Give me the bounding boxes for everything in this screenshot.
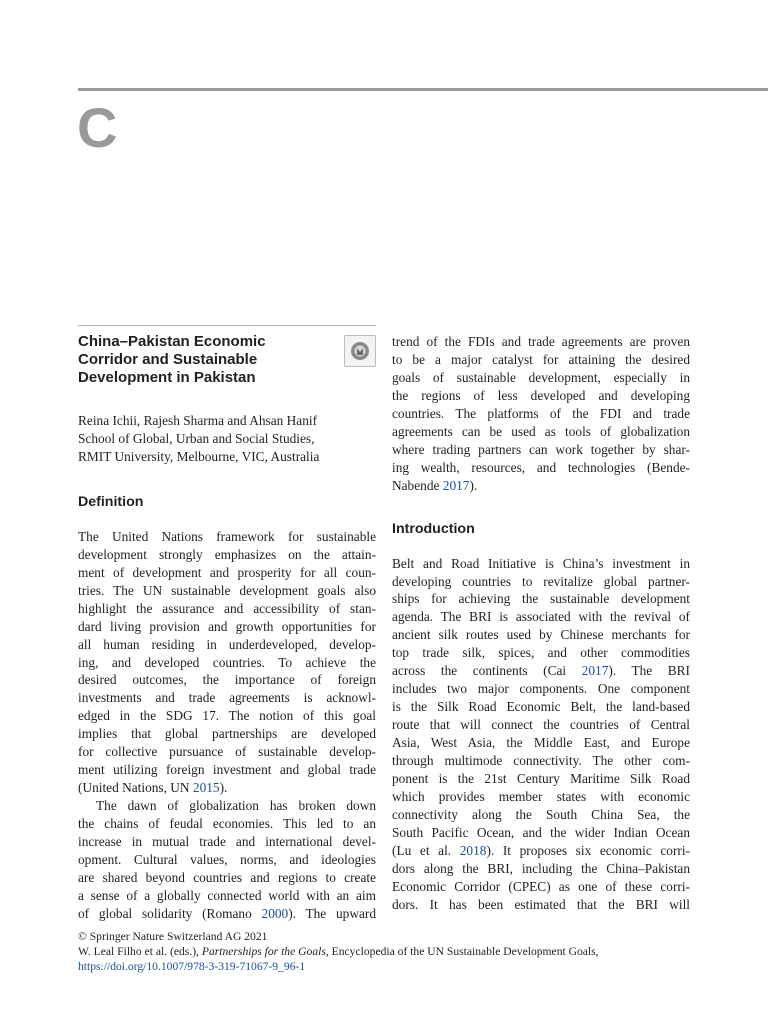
citation-link-lu-2018[interactable]: 2018 [459,842,487,858]
text-line: ponent is the 21st Century Maritime Silk Road [392,771,690,787]
check-for-updates-button[interactable] [344,335,376,367]
text-line: are shared beyond countries and regions to create [78,869,376,885]
text-line: ancient silk routes used by Chinese merchants for [392,627,690,643]
text-line: connectivity along the South China Sea, the [392,806,690,822]
authors: Reina Ichii, Rajesh Sharma and Ahsan Hanif [78,413,318,428]
text-line: The United Nations framework for sustainable [78,528,376,544]
text-fragment: ). The BRI [608,663,690,679]
text-line: opment. Cultural values, norms, and ideologies [78,852,376,868]
text-line: goals of sustainable development, especially in [392,369,690,385]
text-line: agreements can be used as tools of globalization [392,423,690,439]
citation-link-2017[interactable]: 2017 [442,477,470,493]
text-line [392,662,690,680]
text-fragment: of global solidarity (Romano [78,905,262,921]
text-line: the regions of less developed and developing [392,387,690,403]
title-line: Corridor and Sustainable [78,351,258,368]
text-line: includes two major components. One component [392,681,690,697]
text-fragment: ). [469,477,478,493]
text-line: ing, and developed countries. To achieve the [78,654,376,670]
text-line: edged in the SDG 17. The notion of this goal [78,708,376,724]
text-line: tries. The UN sustainable development goals also [78,582,376,598]
text-line: developing countries to revitalize global partner- [392,573,690,589]
article-title [78,333,318,387]
text-fragment: ). [219,780,228,796]
text-fragment: (Lu et al. [392,842,460,858]
text-line: trend of the FDIs and trade agreements are proven [392,334,690,349]
citation-editors: W. Leal Filho et al. (eds.), [78,945,202,958]
affiliation-line: RMIT University, Melbourne, VIC, Australia [78,448,320,464]
text-line: ment utilizing foreign investment and global trade [78,762,376,778]
introduction-heading: Introduction [392,520,475,537]
text-line: dard living provision and growth opportunities for [78,618,376,634]
text-fragment: Nabende [392,477,443,493]
title-rule [78,325,376,326]
right-column [392,333,690,914]
definition-heading: Definition [78,493,144,510]
text-fragment: (United Nations, UN [78,780,193,796]
text-line: South Pacific Ocean, and the wider Indian Ocean [392,824,690,840]
citation-link-2015[interactable]: 2015 [192,780,220,796]
citation-book-title: Partnerships for the Goals [201,945,326,958]
copyright: © Springer Nature Switzerland AG 2021 [78,930,268,943]
top-rule [78,88,768,91]
definition-paragraph-2 [78,797,376,923]
text-line: Asia, West Asia, the Middle East, and Europe [392,735,690,751]
text-line [78,905,376,923]
citation [78,944,599,959]
text-line: which provides member states with economic [392,788,690,804]
check-for-updates-icon [349,340,371,362]
text-line: a sense of a globally connected world with an aim [78,887,376,903]
text-line: dors along the BRI, including the China–Pakistan [392,860,690,876]
text-fragment: ). The upward [288,905,376,921]
text-line: ships for achieving the sustainable development [392,591,690,607]
text-line: agenda. The BRI is associated with the revival of [392,609,690,625]
text-line: for collective pursuance of sustainable develop- [78,744,376,760]
author-block [78,412,376,466]
text-line: to be a major catalyst for attaining the desired [392,351,690,367]
text-line: is the Silk Road Economic Belt, the land-based [392,699,690,715]
section-letter: C [77,96,118,159]
text-line: desired outcomes, the importance of foreign [78,672,376,688]
text-line: development strongly emphasizes on the attain- [78,546,376,562]
text-line: increase in mutual trade and international devel- [78,834,376,850]
text-line: through multimode connectivity. The other com- [392,753,690,769]
doi-link[interactable]: https://doi.org/10.1007/978-3-319-71067-9_96-1 [78,960,306,973]
text-line: Belt and Road Initiative is China’s investment in [392,555,690,571]
text-line [78,779,376,797]
text-line [392,842,690,860]
definition-paragraph-1 [78,528,376,797]
title-line: China–Pakistan Economic [78,333,266,350]
definition-continuation [392,333,690,495]
text-line: highlight the assurance and accessibility of stan- [78,600,376,616]
text-line: implies that global partnerships are developed [78,726,376,742]
affiliation-line: School of Global, Urban and Social Studies, [78,430,315,446]
text-line: ment of development and prosperity for all coun- [78,564,376,580]
citation-series: , Encyclopedia of the UN Sustainable Development Goals, [325,945,599,958]
text-line: top trade silk, spices, and other commodities [392,645,690,661]
title-line: Development in Pakistan [78,369,256,386]
text-line: route that will connect the countries of Central [392,717,690,733]
text-line [392,477,690,495]
introduction-paragraph [392,555,690,914]
page-footer [78,929,599,974]
text-line: countries. The platforms of the FDI and trade [392,405,690,421]
text-fragment: across the continents (Cai [392,663,582,679]
citation-link-cai-2017[interactable]: 2017 [581,663,609,679]
text-fragment: ). It proposes six economic corri- [486,842,691,858]
text-line: dors. It has been estimated that the BRI will [392,896,690,912]
text-line: Economic Corridor (CPEC) as one of these corri- [392,878,690,894]
citation-link-2000[interactable]: 2000 [261,905,289,921]
text-line: the chains of feudal economies. This led to an [78,816,376,832]
text-line: all human residing in underdeveloped, develop- [78,636,376,652]
left-column [78,325,376,923]
text-line: The dawn of globalization has broken down [96,798,376,814]
text-line: where trading partners can work together by shar- [392,441,690,457]
text-line: investments and trade agreements is acknowl- [78,690,376,706]
text-line: ing wealth, resources, and technologies (Bende- [392,459,690,475]
